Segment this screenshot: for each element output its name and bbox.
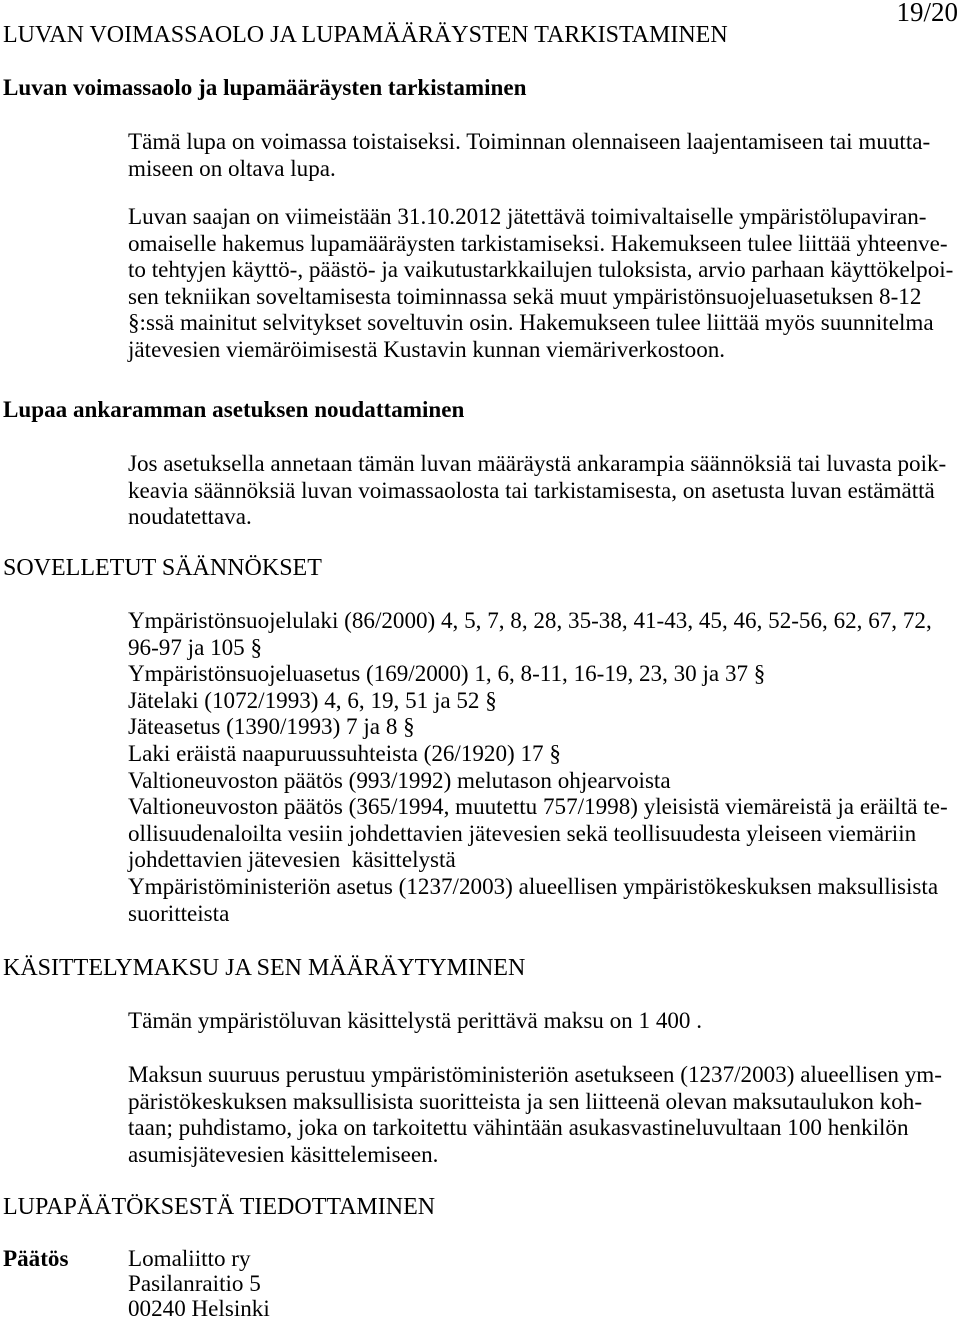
- recipient-street: Pasilanraitio 5: [128, 1270, 261, 1297]
- text-line: to tehtyjen käyttö-, päästö- ja vaikutustarkkailujen tuloksista, arvio parhaan käyttökelpoi-: [128, 256, 954, 283]
- text-line: 96-97 ja 105 §: [128, 633, 263, 660]
- provision-item: [128, 873, 958, 926]
- text-line: Jätelaki (1072/1993) 4, 6, 19, 51 ja 52 §: [128, 686, 497, 713]
- applied-provisions-heading: SOVELLETUT SÄÄNNÖKSET: [3, 555, 322, 581]
- fee-basis-paragraph: [128, 1061, 958, 1167]
- recipient-address: [128, 1246, 958, 1322]
- processing-fee-heading: KÄSITTELYMAKSU JA SEN MÄÄRÄYTYMINEN: [3, 955, 526, 981]
- recipient-name: Lomaliitto ry: [128, 1245, 251, 1271]
- text-line: Ympäristönsuojelulaki (86/2000) 4, 5, 7, 8, 28, 35-38, 41-43, 45, 46, 52-56, 62, 67, 72,: [128, 607, 932, 633]
- text-line: taan; puhdistamo, joka on tarkoitettu vähintään asukasvastineluvultaan 100 henkilön: [128, 1114, 909, 1141]
- provision-item: [128, 607, 958, 660]
- recipient-city: 00240 Helsinki: [128, 1295, 270, 1322]
- text-line: Ympäristöministeriön asetus (1237/2003) alueellisen ympäristökeskuksen maksullisista: [128, 872, 939, 899]
- provision-item: [128, 767, 958, 794]
- text-line: sen tekniikan soveltamisesta toiminnassa sekä muut ympäristönsuojeluasetuksen 8-12: [128, 282, 922, 309]
- text-line: keavia säännöksiä luvan voimassaolosta tai tarkistamisesta, on asetusta luvan estämättä: [128, 476, 935, 503]
- recipient-label: Päätös: [3, 1245, 69, 1271]
- validity-paragraph-1: [128, 128, 958, 181]
- provision-item: [128, 713, 958, 740]
- text-line: Tämän ympäristöluvan käsittelystä perittävä maksu on 1 400 .: [128, 1007, 703, 1033]
- text-line: Tämä lupa on voimassa toistaiseksi. Toiminnan olennaiseen laajentamiseen tai muutta-: [128, 128, 931, 154]
- text-line: Jos asetuksella annetaan tämän luvan määräystä ankarampia säännöksiä tai luvasta poik-: [128, 450, 947, 476]
- provision-item: [128, 660, 958, 687]
- notification-heading: LUPAPÄÄTÖKSESTÄ TIEDOTTAMINEN: [3, 1194, 436, 1220]
- text-line: Ympäristönsuojeluasetus (169/2000) 1, 6, 8-11, 16-19, 23, 30 ja 37 §: [128, 660, 766, 687]
- text-line: suoritteista: [128, 899, 230, 926]
- text-line: Maksun suuruus perustuu ympäristöministeriön asetukseen (1237/2003) alueellisen ym-: [128, 1061, 942, 1087]
- text-line: Valtioneuvoston päätös (365/1994, muutettu 757/1998) yleisistä viemäreistä ja eräiltä te-: [128, 793, 948, 820]
- text-line: päristökeskuksen maksullisista suoritteista ja sen liitteenä olevan maksutaulukon koh-: [128, 1087, 923, 1114]
- text-line: Valtioneuvoston päätös (993/1992) melutason ohjearvoista: [128, 766, 671, 793]
- stricter-decree-paragraph: [128, 450, 958, 530]
- provision-item: [128, 687, 958, 714]
- validity-heading: LUVAN VOIMASSAOLO JA LUPAMÄÄRÄYSTEN TARKISTAMINEN: [3, 22, 728, 48]
- text-line: Jäteasetus (1390/1993) 7 ja 8 §: [128, 713, 415, 740]
- fee-statement: [128, 1007, 958, 1034]
- validity-subheading: Luvan voimassaolo ja lupamääräysten tarkistaminen: [3, 74, 527, 100]
- applied-provisions-list: [128, 607, 958, 926]
- text-line: asumisjätevesien käsittelemiseen.: [128, 1140, 439, 1167]
- validity-paragraph-2: [128, 203, 958, 363]
- text-line: Luvan saajan on viimeistään 31.10.2012 jätettävä toimivaltaiselle ympäristölupaviran-: [128, 203, 927, 229]
- provision-item: [128, 740, 958, 767]
- text-line: noudatettava.: [128, 503, 252, 530]
- text-line: miseen on oltava lupa.: [128, 154, 336, 181]
- text-line: §:ssä mainitut selvitykset soveltuvin osin. Hakemukseen tulee liittää myös suunnitelma: [128, 309, 934, 336]
- text-line: omaiselle hakemus lupamääräysten tarkistamiseksi. Hakemukseen tulee liittää yhteenve-: [128, 229, 948, 256]
- page-number: 19/20: [896, 0, 958, 27]
- provision-item: [128, 793, 958, 873]
- text-line: jätevesien viemäröimisestä Kustavin kunnan viemäriverkostoon.: [128, 335, 726, 362]
- text-line: Laki eräistä naapuruussuhteista (26/1920) 17 §: [128, 739, 561, 766]
- stricter-decree-heading: Lupaa ankaramman asetuksen noudattaminen: [3, 396, 465, 422]
- text-line: ollisuudenaloilta vesiin johdettavien jätevesien sekä teollisuudesta yleiseen viemäriin: [128, 819, 917, 846]
- text-line: johdettavien jätevesien käsittelystä: [128, 846, 456, 873]
